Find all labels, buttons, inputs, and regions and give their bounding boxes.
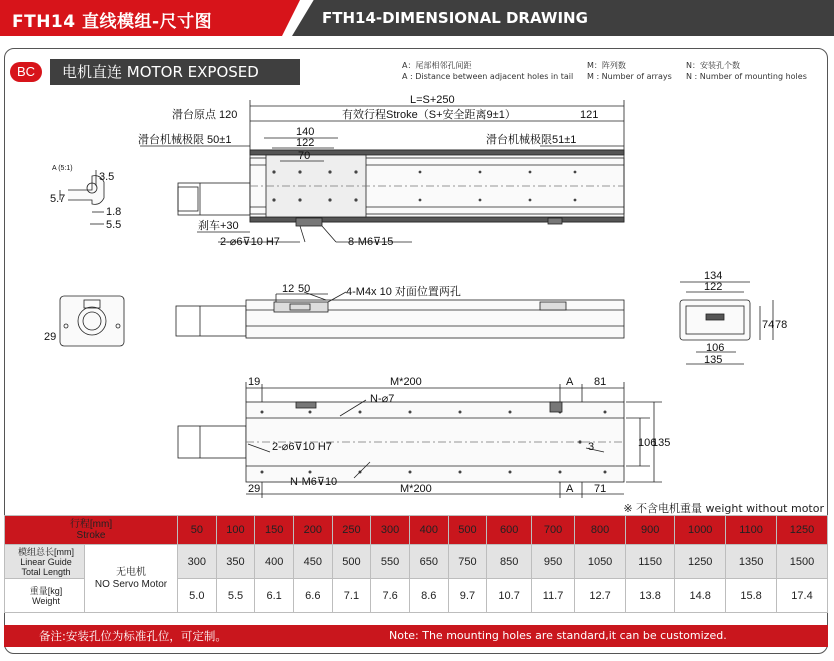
legend-a-en: A : Distance between adjacent holes in tail xyxy=(402,72,574,81)
footer-note xyxy=(4,625,828,647)
detail-a xyxy=(60,170,104,224)
table-row-length xyxy=(5,545,828,579)
dim-5-7: 5.7 xyxy=(50,193,66,205)
weight-cell: 9.7 xyxy=(448,579,487,613)
dim-m6-top: 8-M6⊽15 xyxy=(348,236,394,248)
dim-19: 19 xyxy=(248,376,261,388)
dim-121: 121 xyxy=(580,109,599,121)
dim-5-5: 5.5 xyxy=(106,219,122,231)
stroke-cell: 300 xyxy=(371,516,410,545)
side-view xyxy=(60,292,624,346)
stroke-cell: 200 xyxy=(293,516,332,545)
section-title: 电机直连 MOTOR EXPOSED xyxy=(50,59,300,85)
stroke-cell: 100 xyxy=(216,516,255,545)
dim-origin: 滑台原点 120 xyxy=(172,109,238,121)
stroke-cell: 1250 xyxy=(777,516,828,545)
legend-n-cn: N：安装孔个数 xyxy=(686,61,740,70)
dim-50: 50 xyxy=(298,283,311,295)
legend-m-cn: M：阵列数 xyxy=(587,61,626,70)
length-cell: 850 xyxy=(487,545,532,579)
dim-134: 134 xyxy=(704,270,723,282)
dim-74: 74 xyxy=(762,319,775,331)
dim-total: L=S+250 xyxy=(410,94,455,106)
section-badge: BC xyxy=(10,62,42,82)
page-title-cn: FTH14 直线模组-尺寸图 xyxy=(12,12,213,32)
dim-122: 122 xyxy=(296,137,315,149)
length-cell: 950 xyxy=(532,545,575,579)
dim-stroke: 有效行程Stroke（S+安全距离9±1） xyxy=(342,109,516,121)
dim-limit-right: 滑台机械极限51±1 xyxy=(486,134,577,146)
detail-a-label: A (5:1) xyxy=(52,165,73,172)
dim-71: 71 xyxy=(594,483,607,495)
dim-106: 106 xyxy=(706,342,725,354)
dim-pin-hole-top: 2-⌀6⊽10 H7 xyxy=(220,236,280,248)
weight-cell: 5.0 xyxy=(178,579,217,613)
weight-cell: 17.4 xyxy=(777,579,828,613)
length-cell: 650 xyxy=(409,545,448,579)
weight-cell: 10.7 xyxy=(487,579,532,613)
weight-cell: 6.1 xyxy=(255,579,294,613)
length-cell: 400 xyxy=(255,545,294,579)
weight-cell: 6.6 xyxy=(293,579,332,613)
dim-m200-bottom: M*200 xyxy=(400,483,432,495)
footer-note-cn: 备注:安装孔位为标准孔位，可定制。 xyxy=(39,629,227,643)
stroke-cell: 400 xyxy=(409,516,448,545)
bottom-view xyxy=(178,382,662,498)
stroke-cell: 800 xyxy=(575,516,626,545)
stroke-cell: 1100 xyxy=(726,516,777,545)
weight-cell: 12.7 xyxy=(575,579,626,613)
dim-3: 3 xyxy=(588,441,595,453)
table-row-stroke xyxy=(5,516,828,545)
weight-cell: 11.7 xyxy=(532,579,575,613)
length-cell: 550 xyxy=(371,545,410,579)
length-cell: 1250 xyxy=(675,545,726,579)
weight-label: 重量[kg] Weight xyxy=(5,579,85,613)
dim-pin-hole-bottom: 2-⌀6⊽10 H7 xyxy=(272,441,332,453)
dim-12: 12 xyxy=(282,283,295,295)
length-cell: 1150 xyxy=(626,545,675,579)
dim-29: 29 xyxy=(44,331,57,343)
spec-table xyxy=(4,515,828,613)
dim-81: 81 xyxy=(594,376,607,388)
length-cell: 350 xyxy=(216,545,255,579)
dim-135-bottom: 135 xyxy=(652,437,671,449)
weight-note: ※ 不含电机重量 weight without motor xyxy=(623,502,824,515)
length-cell: 1350 xyxy=(726,545,777,579)
weight-cell: 8.6 xyxy=(409,579,448,613)
stroke-cell: 250 xyxy=(332,516,371,545)
dim-78: 78 xyxy=(775,319,788,331)
dim-a-top: A xyxy=(566,376,574,388)
length-cell: 450 xyxy=(293,545,332,579)
weight-cell: 14.8 xyxy=(675,579,726,613)
stroke-cell: 50 xyxy=(178,516,217,545)
motor-cell: 无电机 NO Servo Motor xyxy=(85,545,178,613)
dim-m4: 4-M4x 10 对面位置两孔 xyxy=(346,286,461,298)
weight-cell: 7.6 xyxy=(371,579,410,613)
legend-a-cn: A：尾部相邻孔间距 xyxy=(402,61,472,70)
length-cell: 500 xyxy=(332,545,371,579)
dim-29-bottom: 29 xyxy=(248,483,261,495)
stroke-cell: 500 xyxy=(448,516,487,545)
dim-limit-left: 滑台机械极限 50±1 xyxy=(138,134,232,146)
weight-cell: 13.8 xyxy=(626,579,675,613)
dim-135: 135 xyxy=(704,354,723,366)
dim-nm6: N-M6⊽10 xyxy=(290,476,338,488)
dim-140: 140 xyxy=(296,126,315,138)
length-cell: 750 xyxy=(448,545,487,579)
dim-70: 70 xyxy=(298,150,311,162)
weight-cell: 15.8 xyxy=(726,579,777,613)
length-cell: 1500 xyxy=(777,545,828,579)
legend-m-en: M : Number of arrays xyxy=(587,72,672,81)
dim-brake: 刹车+30 xyxy=(198,220,239,232)
end-view xyxy=(680,282,773,364)
weight-cell: 5.5 xyxy=(216,579,255,613)
stroke-cell: 600 xyxy=(487,516,532,545)
page-title-en: FTH14-DIMENSIONAL DRAWING xyxy=(322,9,588,27)
dim-n-holes: N-⌀7 xyxy=(370,393,395,405)
stroke-cell: 150 xyxy=(255,516,294,545)
stroke-cell: 700 xyxy=(532,516,575,545)
footer-note-en: Note: The mounting holes are standard,it can be customized. xyxy=(389,629,727,642)
weight-cell: 7.1 xyxy=(332,579,371,613)
stroke-cell: 1000 xyxy=(675,516,726,545)
length-cell: 300 xyxy=(178,545,217,579)
length-cell: 1050 xyxy=(575,545,626,579)
dim-m200-top: M*200 xyxy=(390,376,422,388)
legend-n-en: N : Number of mounting holes xyxy=(686,72,807,81)
length-label: 模组总长[mm] Linear Guide Total Length xyxy=(5,545,85,579)
dim-1-8: 1.8 xyxy=(106,206,122,218)
dim-122-end: 122 xyxy=(704,281,723,293)
dim-106-bottom: 106 xyxy=(638,437,657,449)
dim-a-bottom: A xyxy=(566,483,574,495)
dim-3-5: 3.5 xyxy=(99,171,115,183)
stroke-cell: 900 xyxy=(626,516,675,545)
stroke-header: 行程[mm] Stroke xyxy=(5,516,178,545)
